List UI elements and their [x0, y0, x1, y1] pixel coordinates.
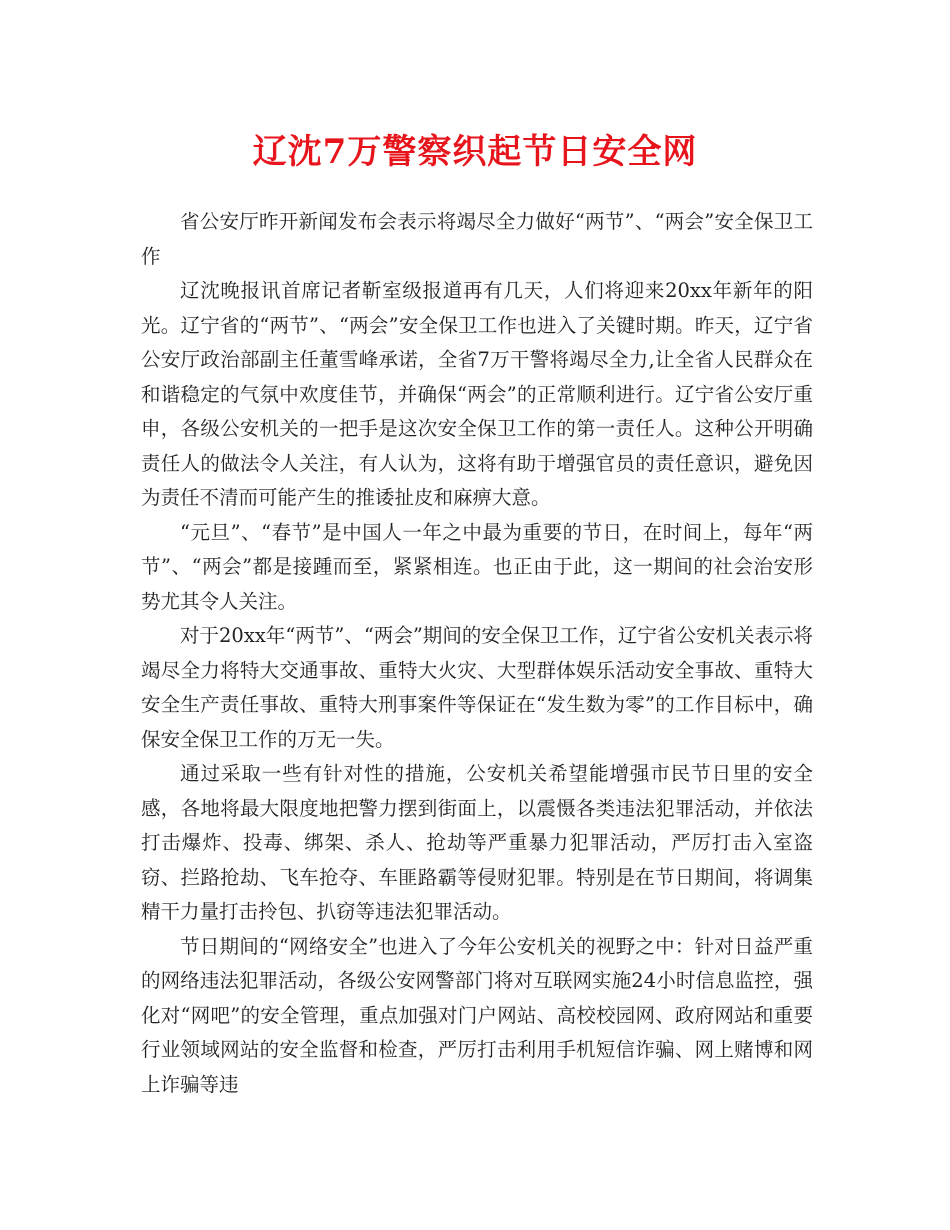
- paragraph: 对于20xx年“两节”、“两会”期间的安全保卫工作，辽宁省公安机关表示将竭尽全力将特大交通事故、重特大火灾、大型群体娱乐活动安全事故、重特大安全生产责任事故、重特大刑事案件等保证在“发生数为零”的工作目标中，确保安全保卫工作的万无一失。: [141, 624, 813, 751]
- paragraph: 通过采取一些有针对性的措施，公安机关希望能增强市民节日里的安全感，各地将最大限度地把警力摆到街面上，以震慑各类违法犯罪活动，并依法打击爆炸、投毒、绑架、杀人、抢劫等严重暴力犯罪活动，严厉打击入室盗窃、拦路抢劫、飞车抢夺、车匪路霸等侵财犯罪。特别是在节日期间，将调集精干力量打击拎包、扒窃等违法犯罪活动。: [141, 762, 813, 923]
- paragraph-subheading: 省公安厅昨开新闻发布会表示将竭尽全力做好“两节”、“两会”安全保卫工作: [141, 210, 813, 268]
- document-title: 辽沈7万警察织起节日安全网: [252, 132, 698, 172]
- paragraph: 辽沈晚报讯首席记者靳室级报道再有几天，人们将迎来20xx年新年的阳光。辽宁省的“两节”、“两会”安全保卫工作也进入了关键时期。昨天，辽宁省公安厅政治部副主任董雪峰承诺，全省7万干警将竭尽全力,让全省人民群众在和谐稳定的气氛中欢度佳节，并确保“两会”的正常顺利进行。辽宁省公安厅重申，各级公安机关的一把手是这次安全保卫工作的第一责任人。这种公开明确责任人的做法令人关注，有人认为，这将有助于增强官员的责任意识，避免因为责任不清而可能产生的推诿扯皮和麻痹大意。: [141, 279, 813, 509]
- paragraph: “元旦”、“春节”是中国人一年之中最为重要的节日，在时间上，每年“两节”、“两会”都是接踵而至，紧紧相连。也正由于此，这一期间的社会治安形势尤其令人关注。: [141, 520, 813, 613]
- document-body: [141, 205, 813, 1102]
- paragraph: 节日期间的“网络安全”也进入了今年公安机关的视野之中：针对日益严重的网络违法犯罪活动，各级公安网警部门将对互联网实施24小时信息监控，强化对“网吧”的安全管理，重点加强对门户网站、高校校园网、政府网站和重要行业领域网站的安全监督和检查，严厉打击利用手机短信诈骗、网上赌博和网上诈骗等违: [141, 934, 813, 1096]
